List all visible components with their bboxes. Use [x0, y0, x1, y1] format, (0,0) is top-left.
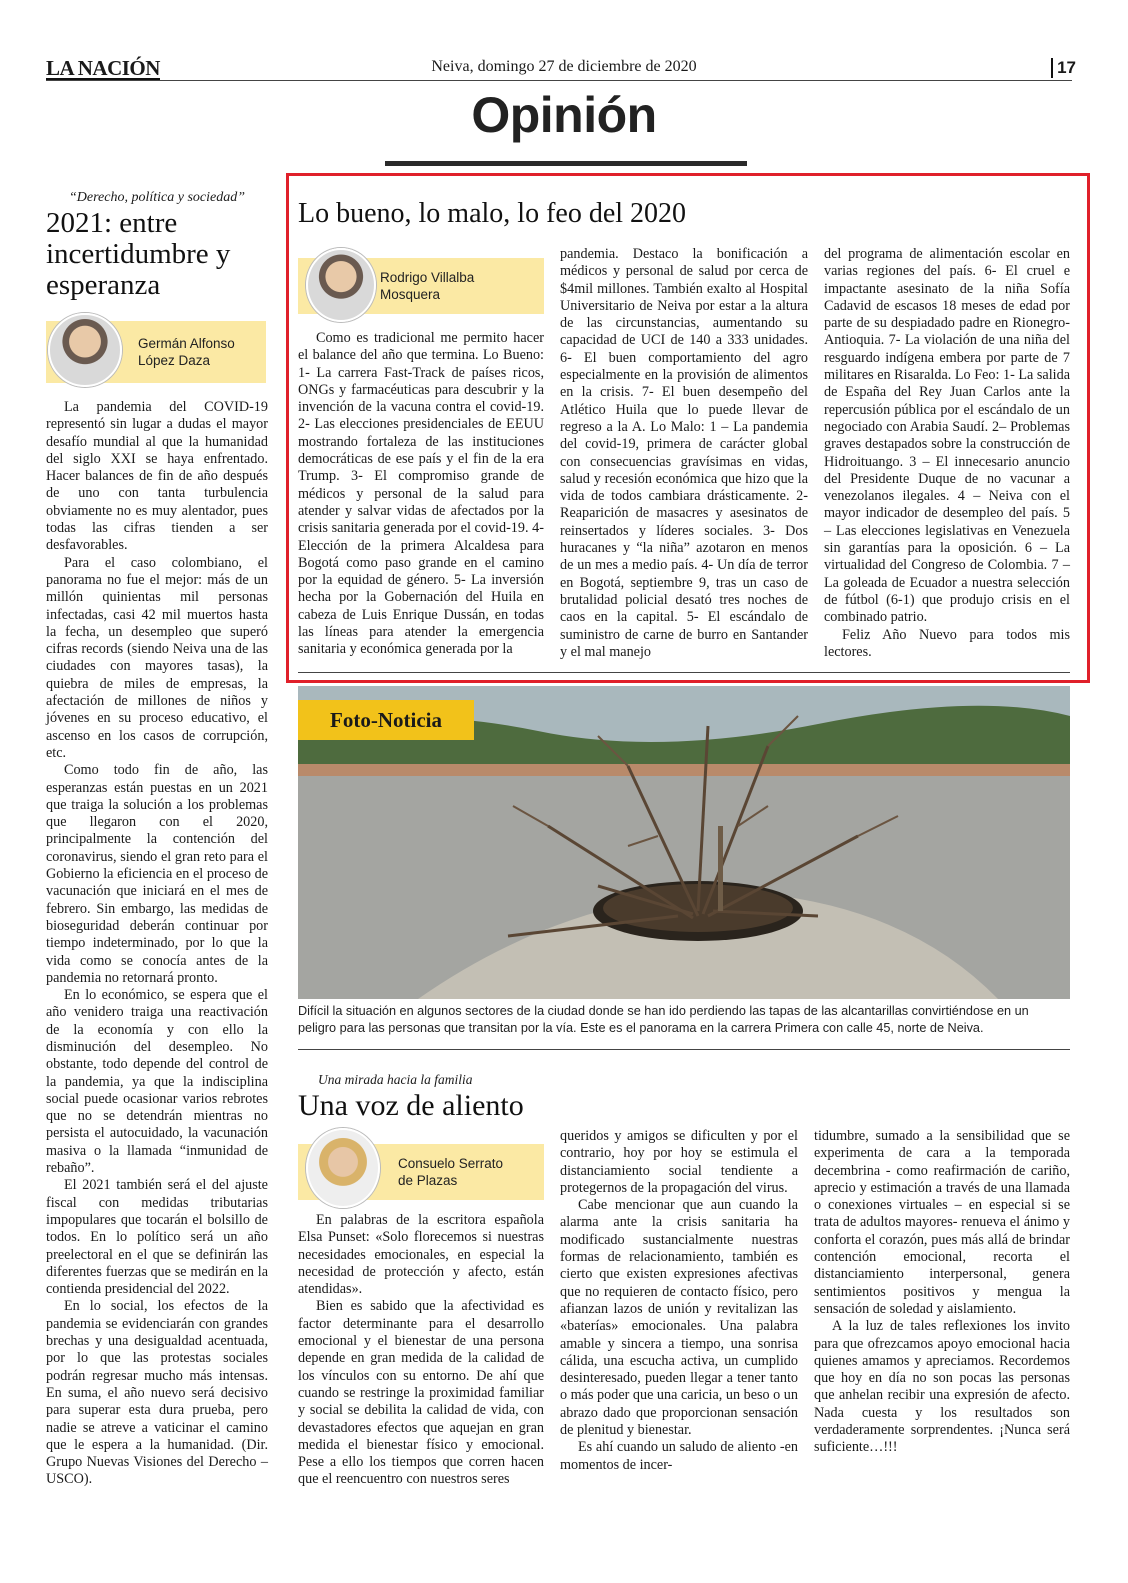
left-article [46, 190, 268, 1489]
bottom-article-headline: Una voz de aliento [298, 1089, 524, 1122]
paragraph: Como todo fin de año, las esperanzas están puestas en un 2021 que traiga la solución a los problemas que llegaron con el 2020, principalmente la contención del coronavirus, siendo el gran reto para el Gobierno la eficiencia en el proceso de vacunación que iniciará en el mes de febrero. Sin embargo, las medidas de bioseguridad deberán continuar por tiempo indeterminado, por lo que la vida como se conocía antes de la pandemia no retornará pronto. [46, 762, 268, 986]
author-name-line2: Mosquera [380, 287, 441, 302]
bottom-article-author [398, 1155, 503, 1189]
paragraph: Es ahí cuando un saludo de aliento -en momentos de incer- [560, 1439, 798, 1473]
left-article-kicker: “Derecho, política y sociedad” [68, 190, 245, 205]
paragraph: En palabras de la escritora española Elsa Punset: «Solo florecemos si nuestras necesidades emocionales, en especial la necesidad de protección y afecto, están atendidas». [298, 1212, 544, 1298]
bottom-article-author-box [298, 1144, 544, 1200]
paragraph: tidumbre, sumado a la sensibilidad que se experimenta de cara a la temporada decembrina - como reafirmación de cariño, aprecio y estimación a través de una llamada o conexiones virtuales – en especial si se trata de adultos mayores- renueva el ánimo y conforta el corazón, pues más allá de brindar contención emocional, recorta el distanciamiento interpersonal, genera sentimientos positivos y mengua la sensación de soledad y aislamiento. [814, 1128, 1070, 1317]
author-photo [306, 1128, 380, 1208]
paragraph: En lo social, los efectos de la pandemia se evidenciarán con grandes brechas y una desigualdad acentuada, por lo que las protestas sociales podrán regresar mucho más intensas. En suma, el año nuevo será decisivo para superar esta dura prueba, pero nadie se atreve a vaticinar el camino que le espera a la humanidad. (Dir. Grupo Nuevas Visiones del Derecho – USCO). [46, 1298, 268, 1488]
paragraph: del programa de alimentación escolar en varias regiones del país. 6- El cruel e impactante asesinato de la niña Sofía Cadavid de escasos 18 meses de edad por parte de su despiadado padre en Rionegro-Antioquia. 7- La violación de una niña del resguardo indígena embera por parte de 7 militares en Risaralda. Lo Feo: 1- La salida de España del Rey Juan Carlos ante la repercusión pública por el escándalo de un negociado con Arabia Saudí. 2– Problemas graves destapados sobre la construcción de Hidroituango. 3 – El innecesario anuncio del Presidente Duque de no vacunar a venezolanos ilegales. 4 – Neiva con el mayor indicador de desempleo del país. 5 – Las elecciones legislativas en Venezuela sin garantías para la oposición. 6 – La virtualidad del Congreso de Colombia. 7 – La goleada de Ecuador a nuestra selección de fútbol (6-1) que produjo crisis en el combinado patrio. [824, 246, 1070, 626]
author-name-line1: Rodrigo Villalba [380, 270, 475, 285]
page-number: 17 [1051, 58, 1076, 78]
paragraph: Cabe mencionar que aun cuando la alarma ante la crisis sanitaria ha modificado sustancialmente nuestras formas de relacionamiento, también es cierto que existen expresiones afectivas que no requieren de contacto físico, pero afianzan lazos de unión y revitalizan las «baterías» emocionales. Una palabra amable y sincera a tiempo, una sonrisa cálida, una escucha activa, un cumplido desinteresado, pueden llegar a tener tanto o más poder que una caricia, un beso o un abrazo dado que proporcionan sensación de plenitud y bienestar. [560, 1197, 798, 1439]
main-article-headline: Lo bueno, lo malo, lo feo del 2020 [298, 198, 687, 229]
author-name-line1: Germán Alfonso [138, 336, 235, 351]
photo-bottom-rule [298, 1049, 1070, 1050]
author-name-line2: López Daza [138, 353, 211, 368]
masthead-divider [46, 80, 1072, 81]
main-article-author-box [298, 258, 544, 314]
paragraph: Como es tradicional me permito hacer el balance del año que termina. Lo Bueno: 1- La carrera Fast-Track de países ricos, ONGs y farmacéuticas para descubrir y la invención de la vacuna contra el covid-19. 2- Las elecciones presidenciales de EEUU mostrando fortaleza de las instituciones democráticas de ese país y el fin de la era Trump. 3- El compromiso grande de médicos y personal de la salud para atender y salvar vidas de afectados por la crisis sanitaria generada por el covid-19. 4- Elección de la primera Alcaldesa para Bogotá como paso grande en el camino por la equidad de género. 5- La inversión hecha por la Gobernación del Huila en cabeza de Luis Enrique Dussán, en todas las líneas para atender la emergencia sanitaria y económica generada por la [298, 330, 544, 658]
photo-news-tag: Foto-Noticia [298, 700, 474, 740]
left-article-headline: 2021: entre incertidumbre y esperanza [46, 207, 231, 301]
left-article-body [46, 399, 268, 1489]
main-article-author [380, 269, 474, 303]
bottom-article-kicker: Una mirada hacia la familia [318, 1072, 473, 1087]
paragraph: pandemia. Destaco la bonificación a médicos y personal de salud por cerca de $4mil millones. También exalto al Hospital Universitario de Neiva por estar a la altura de las circunstancias, aumentando su capacidad de UCI de 140 a 333 unidades. 6- El buen comportamiento del agro especialmente en la provisión de alimentos en la crisis. 7- El buen desempeño del Atlético Huila que lo puede llevar de regreso a la A. Lo Malo: 1 – La pandemia del covid-19, primera de carácter global con consecuencias gravísimas en vidas, salud y recesión económica que hizo que la vida de todos cambiara drásticamente. 2- Reaparición de masacres y asesinatos de reinsertados y líderes sociales. 3- Dos huracanes y “la niña” azotaron en menos de un mes a medio país. 4- Un día de terror en Bogotá, septiembre 9, tras un caso de brutalidad policial desató tres noches de caos en la capital. 5- El escándalo de suministro de carne de burro en Santander y el mal manejo [560, 246, 808, 660]
main-article-col3 [824, 246, 1070, 661]
author-name-line1: Consuelo Serrato [398, 1156, 504, 1171]
paragraph: A la luz de tales reflexiones los invito para que ofrezcamos apoyo emocional hacia quienes amamos y apreciamos. Recordemos que hoy en día no son pocas las personas que anhelan recibir una expresión de afecto. Nada cuesta y los resultados son verdaderamente sorprendentes. ¡Nunca será suficiente…!!! [814, 1318, 1070, 1456]
paragraph: El 2021 también será el del ajuste fiscal con medidas tributarias impopulares que tocarán el bolsillo de todos. En lo político será un año preelectoral en el que se definirán las diferentes fuerzas que se medirán en la contienda presidencial del 2022. [46, 1177, 268, 1298]
bottom-article-col3 [814, 1128, 1070, 1457]
paragraph: Para el caso colombiano, el panorama no fue el mejor: más de un millón quinientas mil personas infectadas, casi 42 mil muertos hasta la fecha, un desempleo que superó cifras records (siendo Neiva una de las ciudades con mayores tasas), la quiebra de miles de empresas, la afectación de millones de niños y jóvenes en su proceso educativo, el ascenso en los casos de corrupción, etc. [46, 554, 268, 761]
main-article-col1 [298, 330, 544, 659]
paragraph: En lo económico, se espera que el año venidero traiga una reactivación de la economía y con ello la disminución del desempleo. No obstante, todo depende del control de la pandemia, ya que la indisciplina social puede ocasionar varios rebrotes que no se detendrán mientras no persista el autocuidado, la vacunación masiva o la llamada “inmunidad de rebaño”. [46, 987, 268, 1177]
author-photo [306, 248, 376, 322]
paragraph: Bien es sabido que la afectividad es factor determinante para el desarrollo emocional y el bienestar de una persona depende en gran medida de la calidad de los vínculos con su entorno. De ahí que cuando se restringe la proximidad familiar y social se debilita la calidad de vida, con devastadores efectos que aquejan en gran medida el bienestar físico y emocional. Pese a ello los tiempos que corren hacen que el reencuentro con nuestros seres [298, 1298, 544, 1488]
paragraph: La pandemia del COVID-19 representó sin lugar a dudas el mayor desafío mundial al que la humanidad del siglo XXI se haya enfrentado. Hacer balances de fin de año después de uno con tanta turbulencia obviamente no es muy alentador, pues todas las cifras tienden a ser desfavorables. [46, 399, 268, 554]
bottom-article-col2 [560, 1128, 798, 1474]
left-article-author [138, 335, 235, 369]
photo-news-caption: Difícil la situación en algunos sectores de la ciudad donde se han ido perdiendo las tapas de las alcantarillas convirtiéndose en un peligro para las personas que transitan por la vía. Este es el panorama en la carrera Primera con calle 45, norte de Neiva. [298, 1004, 1029, 1035]
dateline: Neiva, domingo 27 de diciembre de 2020 [431, 58, 697, 75]
paragraph: queridos y amigos se dificulten y por el contrario, hoy por hoy se estimula el distanciamiento social tendiente a protegernos de la propagación del virus. [560, 1128, 798, 1196]
author-name-line2: de Plazas [398, 1173, 458, 1188]
main-article-col2 [560, 246, 808, 661]
left-article-author-box [46, 321, 266, 383]
bottom-article-col1 [298, 1212, 544, 1489]
closing-line: Feliz Año Nuevo para todos mis lectores. [824, 626, 1070, 660]
author-photo [48, 313, 122, 387]
newspaper-logo: LA NACIÓN [46, 56, 160, 80]
section-underline [385, 161, 747, 166]
main-article-bottom-rule [298, 672, 1070, 673]
section-title: Opinión [471, 87, 657, 143]
